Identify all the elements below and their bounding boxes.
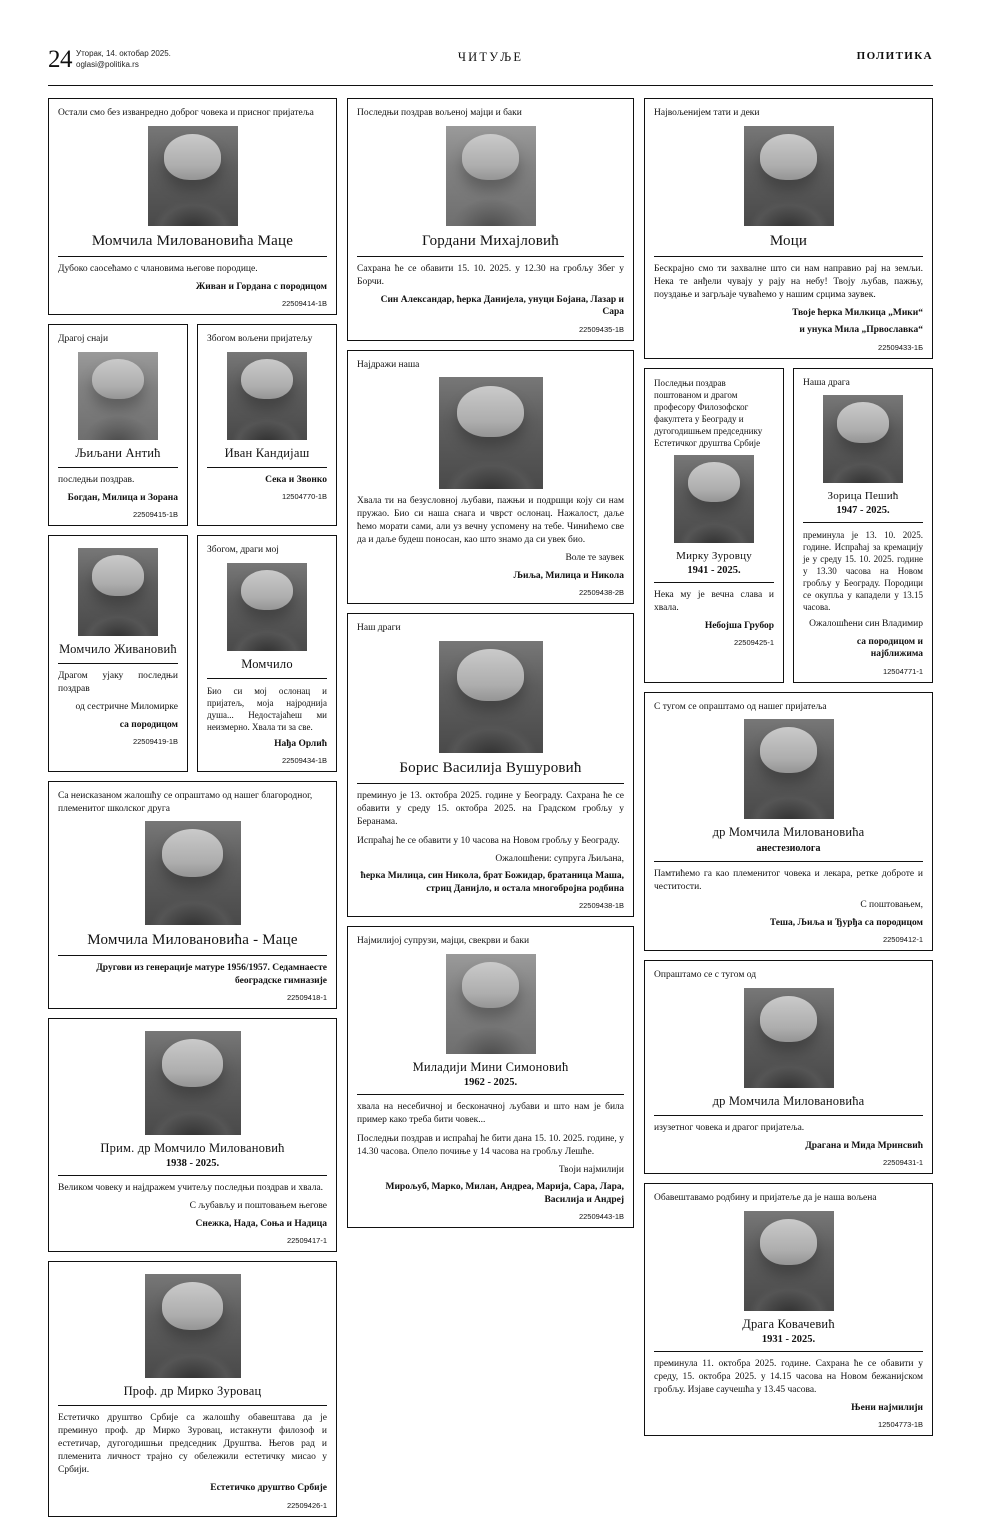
notice-reference: 22509431-1 [882, 1158, 923, 1167]
portrait-photo [674, 455, 754, 543]
portrait-photo [446, 126, 536, 226]
notice-lead: Наш драги [357, 623, 401, 633]
notice-reference: 22509415-1В [132, 510, 178, 519]
deceased-name: Момчила Миловановића - Маце [87, 932, 298, 948]
divider [654, 1115, 923, 1116]
obituary-notice [644, 692, 933, 952]
deceased-name: Борис Василија Вушуровић [399, 759, 582, 776]
notice-signature-pre: Ожалошћени син Владимир [809, 619, 923, 629]
notice-lead: Последњи поздрав поштованом и драгом професору Филозофског факултета у Београду и дугогодишњем председнику Естетичког друштва Србије [654, 377, 763, 448]
deceased-name: Зорица Пешић [827, 490, 899, 502]
deceased-name: Гордани Михајловић [422, 232, 559, 249]
notice-body: Дубоко саосећамо с члановима његове породице. [58, 263, 258, 274]
obituary-notice [48, 781, 337, 1009]
notice-reference: 22509435-1В [578, 324, 624, 334]
notice-signature-pre: од сестричне Миломирке [75, 702, 178, 712]
obituary-notice [48, 1261, 337, 1517]
notice-body: хвала на несебичној и бесконачној љубави и што нам је била пример како треба бити човек... [357, 1101, 624, 1125]
divider [357, 1094, 624, 1095]
obituary-notice [48, 98, 337, 315]
divider [803, 522, 923, 523]
obituary-notice [197, 535, 337, 772]
masthead-email: oglasi@politika.rs [76, 60, 139, 69]
notice-reference: 22509433-1Б [878, 342, 923, 352]
divider [207, 678, 327, 679]
columns-container [48, 98, 933, 1517]
deceased-name: Мирку Зуровцу [676, 549, 752, 562]
life-dates: 1938 - 2025. [165, 1158, 220, 1169]
obituary-notice [347, 613, 634, 917]
obituary-notice [644, 960, 933, 1174]
notice-signature: Мирољуб, Марко, Милан, Андреа, Марија, Сара, Лара, Василија и Андреј [385, 1182, 624, 1205]
obituary-notice [644, 98, 933, 359]
notice-signature: Теша, Љиља и Ђурђа са породицом [769, 917, 923, 928]
life-dates: 1962 - 2025. [463, 1076, 518, 1088]
notice-reference: 22509438-1В [578, 901, 624, 910]
portrait-photo [744, 988, 834, 1088]
notice-signature-pre: Твоји најмилији [558, 1164, 624, 1175]
notice-reference: 22509438-2В [578, 588, 624, 597]
divider [58, 663, 178, 664]
divider [58, 955, 327, 956]
column-middle [347, 98, 634, 1228]
notice-reference: 22509419-1В [132, 737, 178, 746]
notice-signature: Њени најмилији [851, 1402, 923, 1413]
portrait-photo [744, 719, 834, 819]
portrait-photo [78, 352, 158, 440]
notice-signature: Естетичко друштво Србије [210, 1483, 327, 1493]
column-right [644, 98, 933, 1436]
life-dates: 1941 - 2025. [687, 564, 741, 576]
notice-signature-pre: С љубављу и поштовањем његове [189, 1201, 327, 1211]
notice-lead: Највољенијем тати и деки [654, 108, 760, 118]
notice-signature: Снежка, Нада, Соња и Надица [195, 1218, 327, 1229]
deceased-name: др Момчила Миловановића [712, 1093, 865, 1108]
notice-lead: Збогом вољени пријатељу [207, 334, 313, 344]
portrait-photo [439, 641, 543, 753]
notice-signature: Сека и Звонко [265, 474, 327, 485]
masthead-date: Уторак, 14. октобар 2025. [76, 49, 171, 58]
notice-signature: Другови из генерације матуре 1956/1957. Седамнаесте београдске гимназије [96, 963, 327, 986]
notice-reference: 12504771-1 [882, 666, 923, 676]
deceased-name: Љиљани Антић [75, 445, 161, 460]
life-dates: 1931 - 2025. [761, 1333, 816, 1345]
portrait-photo [823, 395, 903, 483]
obituary-row [48, 324, 337, 526]
notice-body: преминула је 13. 10. 2025. године. Испраћај за кремацију је у среду 15. 10. 2025. године у 13.30 часова на Новом гробљу у Београду. Породици се окупља у кападели у 13.15 часова. [803, 530, 923, 612]
portrait-photo [145, 1274, 241, 1378]
notice-signature: Син Александар, ћерка Данијела, унуци Бојана, Лазар и Сара [380, 294, 624, 317]
obituary-row [48, 535, 337, 772]
portrait-photo [78, 548, 158, 636]
notice-signature: са породицом и најближима [856, 636, 923, 659]
notice-lead: Последњи поздрав вољеној мајци и баки [357, 108, 522, 118]
notice-reference: 22509443-1В [578, 1212, 624, 1221]
notice-lead: Најмилијој супрузи, мајци, свекрви и баки [357, 936, 530, 946]
divider [357, 783, 624, 784]
publication-name: ПОЛИТИКА [856, 50, 933, 62]
obituary-notice [48, 535, 188, 772]
notice-body: Хвала ти на безусловној љубави, пажњи и подршци коју си нам пружао. Био си наша снага и чврст ослонац. Нажалост, даље ћемо морати сами, али уз вечну успомену на тебе. Чинићемо све да и даље будеш поносан, као што знамо да си увек био. [357, 496, 624, 545]
notice-body: последњи поздрав. [58, 474, 135, 485]
notice-body: Памтићемо га као племенитог човека и лекара, ретке доброте и честитости. [654, 869, 923, 892]
notice-signature: Љиља, Милица и Никола [513, 570, 624, 581]
notice-body: Нека му је вечна слава и хвала. [654, 589, 774, 613]
notice-lead: Збогом, драги мој [207, 545, 279, 555]
notice-lead: Остали смо без изванредно доброг човека и присног пријатеља [58, 108, 314, 118]
notice-signature-pre: Ожалошћени: супруга Љиљана, [495, 853, 624, 864]
notice-signature: Драгана и Мида Мринсвић [805, 1140, 923, 1151]
deceased-name: Драга Ковачевић [742, 1316, 835, 1331]
deceased-name: Момчило [241, 656, 293, 671]
obituary-notice [48, 1018, 337, 1252]
column-left [48, 98, 337, 1517]
divider [58, 467, 178, 468]
notice-reference: 22509412-1 [882, 935, 923, 944]
portrait-photo [145, 821, 241, 925]
notice-reference: 22509418-1 [286, 993, 327, 1002]
notice-body: Био си мој ослонац и пријатељ, моја најроднија душа... Недостајаћеш ми неизмерно. Хвала ти за све. [207, 685, 327, 732]
notice-lead: Наша драга [803, 377, 850, 388]
section-title: ЧИТУЉЕ [457, 50, 524, 64]
obituary-notice [644, 368, 784, 683]
masthead [48, 40, 933, 86]
deceased-name: др Момчила Миловановића [712, 825, 865, 839]
divider [357, 256, 624, 257]
obituary-notice [347, 350, 634, 605]
notice-body: Сахрана ће се обавити 15. 10. 2025. у 12.30 на гробљу Збег у Борчи. [357, 263, 624, 287]
notice-body: Драгом ујаку последњи поздрав [58, 671, 178, 694]
obituary-notice [347, 98, 634, 341]
notice-body: преминула 11. октобра 2025. године. Сахрана ће се обавити у среду, 15. октобра 2025. у 14.15 часова на Новом бежанијском гробљу. Изјаве саучешћа у 13.45 часова. [654, 1358, 923, 1395]
notice-signature: и унука Мила „Првославка“ [799, 325, 923, 335]
notice-signature: Нађа Орлић [274, 738, 327, 749]
portrait-photo [227, 563, 307, 651]
divider [58, 1405, 327, 1406]
deceased-profession: анестезиолога [756, 843, 821, 854]
obituary-row [644, 368, 933, 683]
obituary-notice [644, 1183, 933, 1436]
notice-lead: С тугом се опраштамо од нашег пријатеља [654, 701, 827, 712]
notice-reference: 12504773-1В [877, 1420, 923, 1429]
notice-lead: Опраштамо се с тугом од [654, 970, 757, 980]
portrait-photo [744, 1211, 834, 1311]
portrait-photo [439, 377, 543, 489]
notice-body-secondary: Испраћај ће се обавити у 10 часова на Новом гробљу у Београду. [357, 835, 620, 846]
notice-body: Естетичко друштво Србије са жалошћу обавештава да је преминуо проф. др Мирко Зуровац, истакнути филозоф и естетичар, дугогодишњи председник Друштва. Његов рад и племенита личност трајно су обележили естетичку мисао у Србији. [58, 1413, 327, 1475]
divider [58, 1175, 327, 1176]
notice-reference: 22509425-1 [733, 638, 774, 647]
notice-signature-pre: Твоје ћерка Милкица „Мики“ [792, 307, 923, 318]
notice-signature: Живан и Гордана с породицом [195, 281, 327, 292]
obituary-notice [347, 926, 634, 1228]
divider [207, 467, 327, 468]
newspaper-page [0, 40, 981, 1510]
notice-lead: Најдражи наша [357, 359, 420, 370]
notice-lead: Драгој снаји [58, 334, 109, 344]
deceased-name: Момчило Живановић [59, 642, 177, 656]
portrait-photo [148, 126, 238, 226]
deceased-name: Миладији Мини Симоновић [412, 1059, 569, 1074]
notice-body: изузетног човека и драгог пријатеља. [654, 1122, 805, 1133]
divider [58, 256, 327, 257]
notice-signature: са породицом [119, 719, 178, 730]
life-dates: 1947 - 2025. [836, 505, 890, 516]
notice-body-secondary: Последњи поздрав и испраћај ће бити дана 15. 10. 2025. године, у 14.30 часова. Опело почиње у 14 часова на гробљу Лешће. [357, 1133, 624, 1157]
obituary-notice [793, 368, 933, 683]
notice-reference: 22509414-1В [281, 299, 327, 308]
notice-lead: Обавештавамо родбину и пријатеље да је наша вољена [654, 1193, 877, 1203]
notice-reference: 22509417-1 [286, 1236, 327, 1245]
notice-signature-pre: С поштовањем, [860, 900, 923, 910]
deceased-name: Проф. др Мирко Зуровац [123, 1384, 262, 1398]
deceased-name: Момчила Миловановића Маце [91, 232, 294, 249]
divider [654, 256, 923, 257]
notice-body: Бескрајно смо ти захвалне што си нам направио рај на земљи. Нека те анђели чувају у рају на небу! Твоју љубав, пажњу, поуздање и загрљаје чуваћемо у нашим срцима заувек. [654, 263, 923, 300]
portrait-photo [145, 1031, 241, 1135]
deceased-name: Прим. др Момчило Миловановић [100, 1141, 285, 1155]
notice-signature: Богдан, Милица и Зорана [67, 492, 178, 503]
deceased-name: Моци [769, 232, 808, 249]
deceased-name: Иван Кандијаш [224, 445, 310, 460]
notice-lead: Са неисказаном жалошћу се опраштамо од нашег благородног, племенитог школског друга [58, 791, 313, 814]
portrait-photo [227, 352, 307, 440]
notice-signature-pre: Воле те заувек [565, 553, 624, 563]
portrait-photo [744, 126, 834, 226]
notice-signature: ћерка Милица, син Никола, брат Божидар, братаница Маша, стриц Данијло, и остала многобројна родбина [360, 871, 624, 894]
notice-signature: Небојша Грубор [704, 620, 774, 631]
divider [654, 582, 774, 583]
notice-reference: 22509426-1 [286, 1500, 327, 1510]
obituary-notice [197, 324, 337, 526]
obituary-notice [48, 324, 188, 526]
page-number: 24 [48, 46, 72, 73]
notice-body: преминуо је 13. октобра 2025. године у Београду. Сахрана ће се обавити у среду 15. октобра 2025. на Градском гробљу у Беранама. [357, 790, 624, 827]
divider [654, 1351, 923, 1352]
divider [654, 861, 923, 862]
notice-reference: 12504770-1В [281, 492, 327, 501]
portrait-photo [446, 954, 536, 1054]
notice-reference: 22509434-1В [281, 756, 327, 765]
notice-body: Великом човеку и најдражем учитељу последњи поздрав и хвала. [58, 1183, 324, 1193]
